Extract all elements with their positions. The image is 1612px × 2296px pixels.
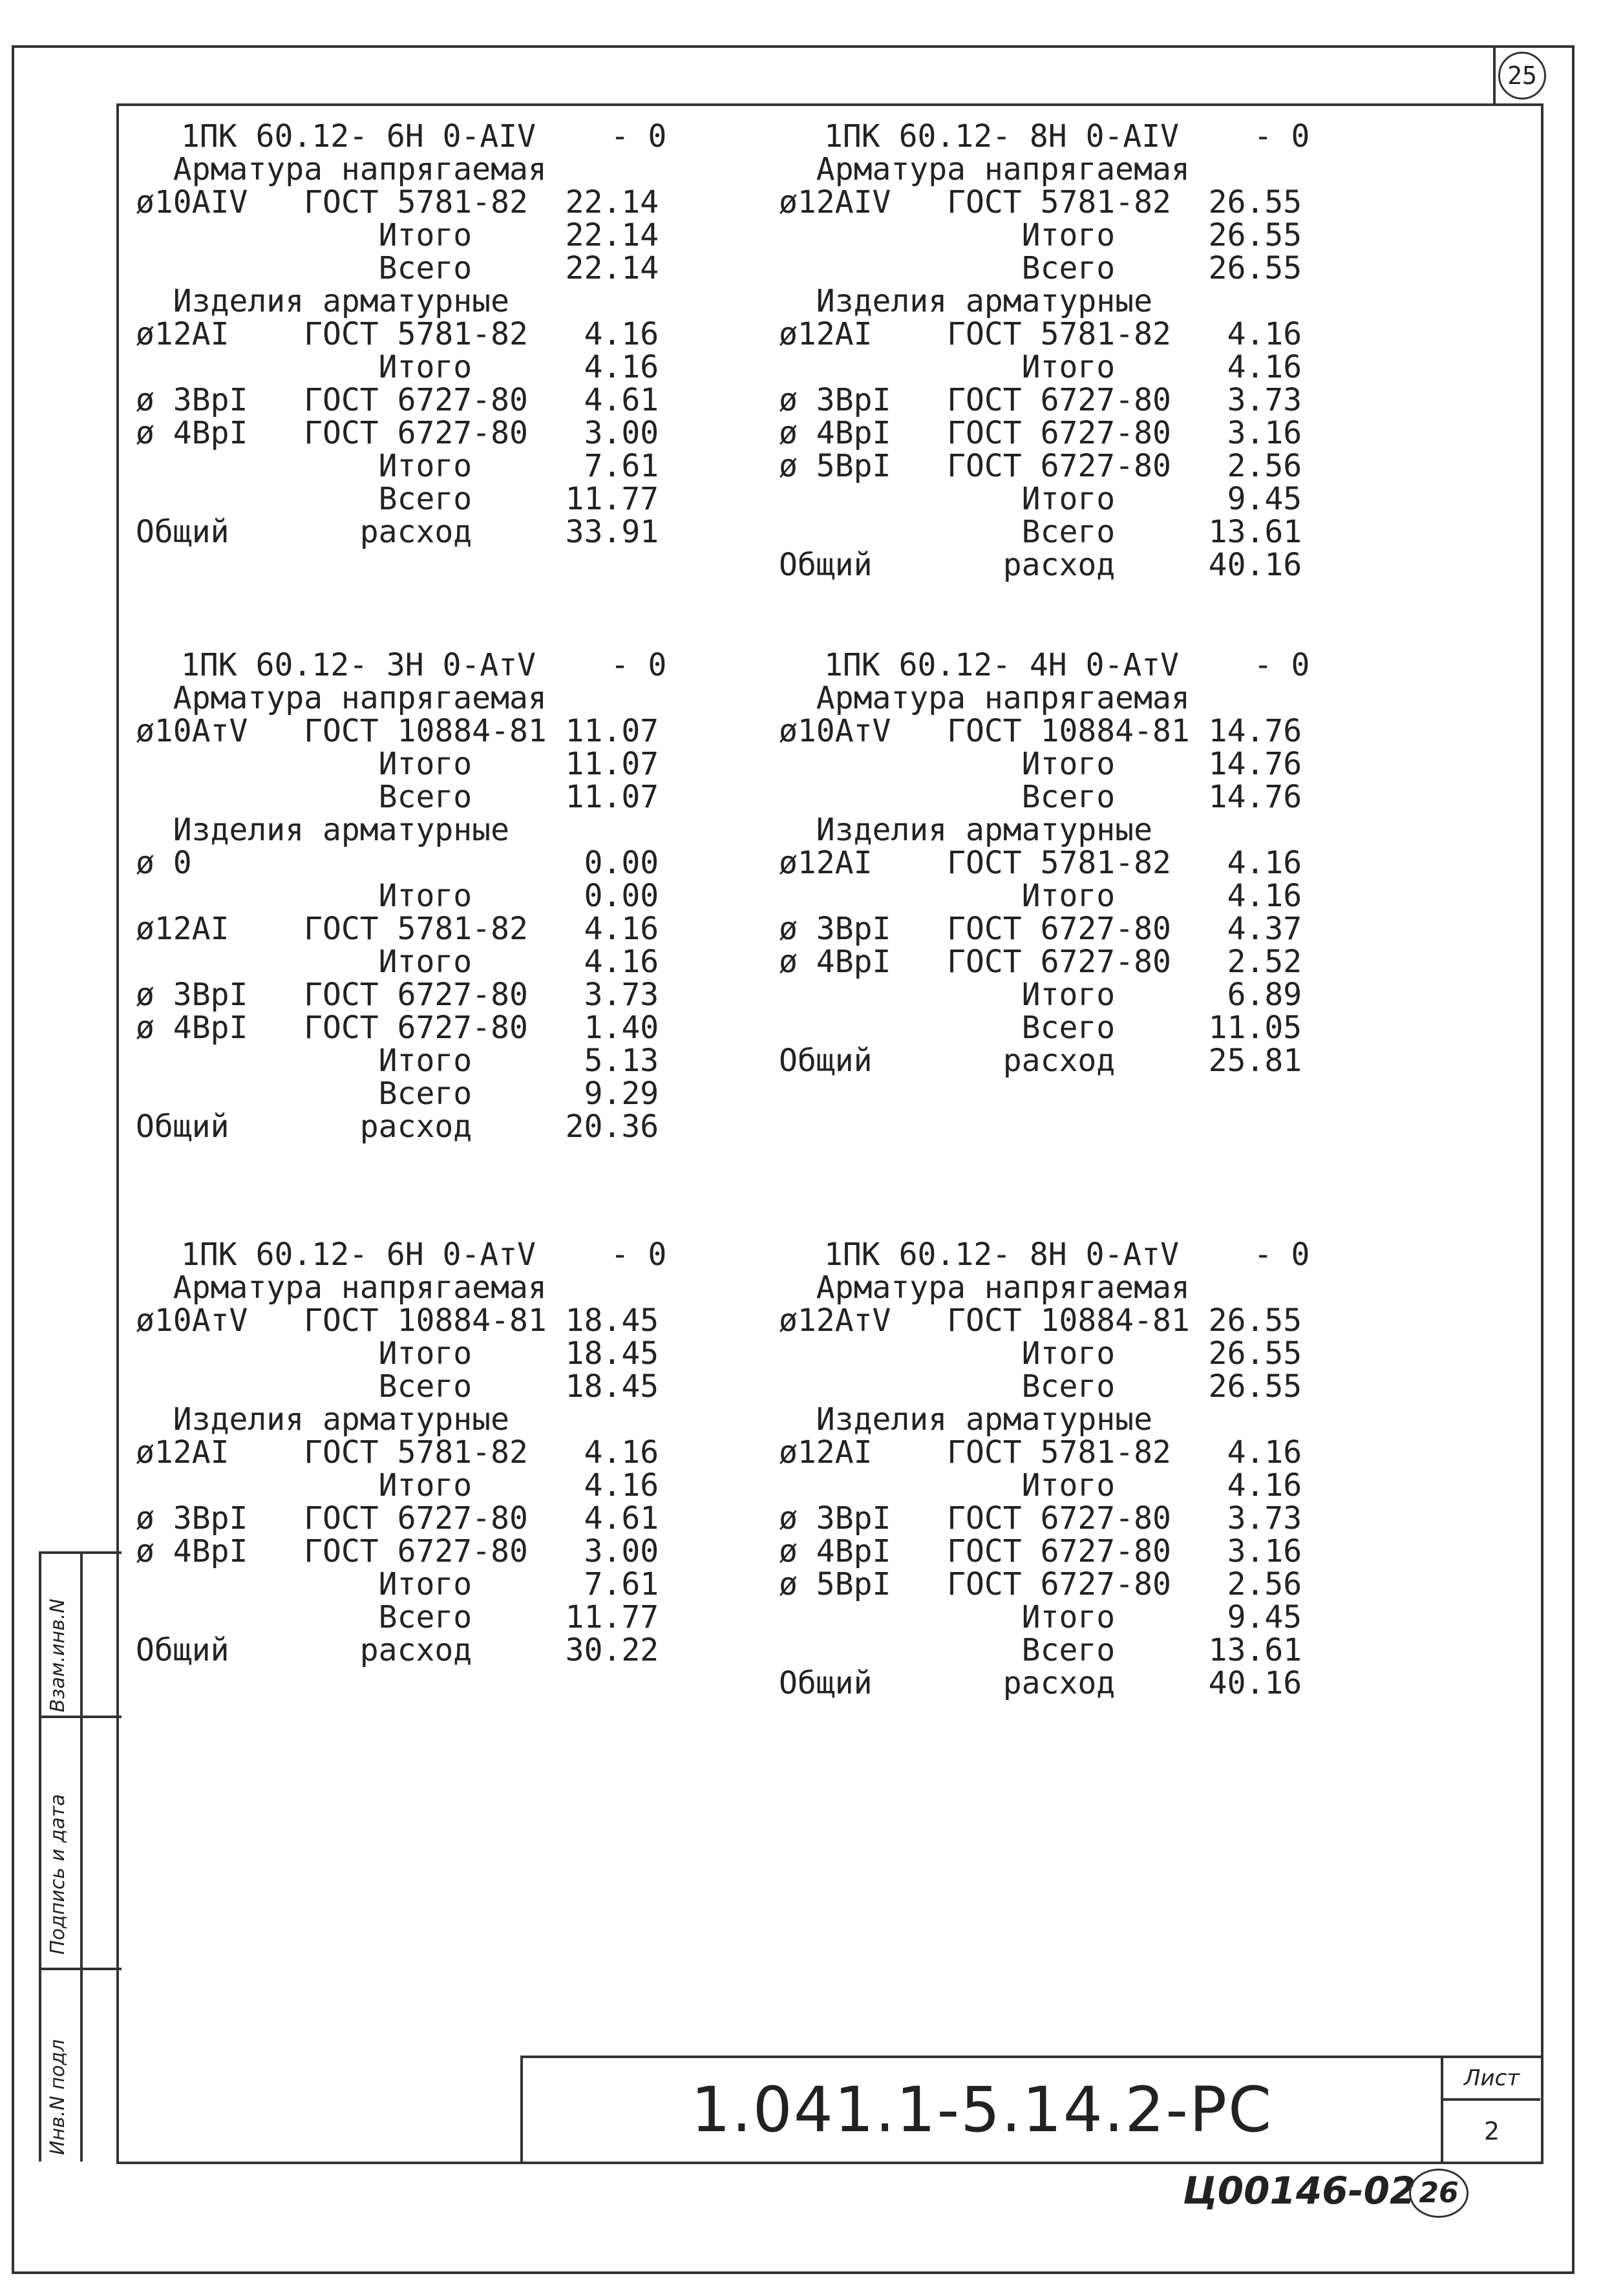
spec-line: ø12АI ГОСТ 5781-82 4.16	[136, 911, 659, 947]
spec-line: Итого 26.55	[779, 1335, 1302, 1372]
spec-line: ø10АтV ГОСТ 10884-81 14.76	[779, 713, 1302, 749]
spec-line: Всего 11.77	[136, 1599, 659, 1635]
side-label-vzam-inv: Взам.инв.N	[47, 1599, 69, 1712]
spec-line: Общий расход 33.91	[136, 514, 659, 550]
spec-block-title: 1ПК 60.12- 8Н 0-АIV - 0	[824, 118, 1310, 154]
sheet-number: 2	[1483, 2117, 1500, 2145]
spec-line: Итого 6.89	[779, 977, 1302, 1013]
spec-line: Итого 0.00	[136, 878, 659, 914]
spec-line: Итого 4.16	[779, 349, 1302, 385]
spec-line: Итого 18.45	[136, 1335, 659, 1372]
spec-line: Итого 22.14	[136, 217, 659, 253]
spec-line: ø 4ВрI ГОСТ 6727-80 1.40	[136, 1010, 659, 1046]
spec-line: Общий расход 20.36	[136, 1109, 659, 1145]
side-stamp	[39, 1551, 122, 2162]
spec-line: Общий расход 40.16	[779, 1665, 1302, 1701]
side-label-inv-podl: Инв.N подл	[47, 2039, 69, 2155]
spec-line: Итого 4.16	[136, 349, 659, 385]
spec-line: Итого 4.16	[136, 1467, 659, 1504]
document-code: 1.041.1-5.14.2-РС	[523, 2058, 1443, 2162]
spec-line: Итого 14.76	[779, 746, 1302, 782]
spec-line: Всего 26.55	[779, 1368, 1302, 1405]
spec-line: ø 4ВрI ГОСТ 6727-80 3.00	[136, 1533, 659, 1569]
spec-line: ø 3ВрI ГОСТ 6727-80 4.37	[779, 911, 1302, 947]
spec-line: ø 3ВрI ГОСТ 6727-80 4.61	[136, 1500, 659, 1536]
spec-line: ø 4ВрI ГОСТ 6727-80 3.00	[136, 415, 659, 451]
spec-line: Итого 7.61	[136, 448, 659, 484]
spec-line: Арматура напрягаемая	[136, 680, 547, 716]
spec-line: Арматура напрягаемая	[779, 680, 1190, 716]
spec-line: ø12АI ГОСТ 5781-82 4.16	[779, 316, 1302, 352]
spec-line: Арматура напрягаемая	[779, 151, 1190, 187]
spec-block-title: 1ПК 60.12- 4Н 0-АтV - 0	[824, 647, 1310, 683]
spec-line: ø 4ВрI ГОСТ 6727-80 2.52	[779, 944, 1302, 980]
spec-block-title: 1ПК 60.12- 8Н 0-АтV - 0	[824, 1237, 1310, 1273]
spec-block-title: 1ПК 60.12- 3Н 0-АтV - 0	[181, 647, 667, 683]
spec-line: Общий расход 25.81	[779, 1043, 1302, 1079]
spec-line: Изделия арматурные	[136, 1401, 509, 1438]
spec-line: Всего 13.61	[779, 514, 1302, 550]
page-number: 25	[1498, 52, 1546, 100]
spec-line: ø 3ВрI ГОСТ 6727-80 3.73	[779, 1500, 1302, 1536]
spec-line: ø12АI ГОСТ 5781-82 4.16	[779, 1434, 1302, 1471]
spec-line: Изделия арматурные	[779, 283, 1152, 319]
spec-line: Итого 5.13	[136, 1043, 659, 1079]
spec-block-title: 1ПК 60.12- 6Н 0-АтV - 0	[181, 1237, 667, 1273]
sheet-label: Лист	[1443, 2058, 1540, 2101]
spec-line: Итого 26.55	[779, 217, 1302, 253]
spec-line: Изделия арматурные	[779, 812, 1152, 848]
spec-line: ø 5ВрI ГОСТ 6727-80 2.56	[779, 1566, 1302, 1602]
spec-line: Всего 9.29	[136, 1076, 659, 1112]
spec-line: ø 3ВрI ГОСТ 6727-80 4.61	[136, 382, 659, 418]
side-label-podpis-data: Подпись и дата	[47, 1794, 69, 1955]
spec-line: Арматура напрягаемая	[136, 1270, 547, 1306]
spec-line: Всего 13.61	[779, 1632, 1302, 1668]
spec-line: Итого 9.45	[779, 481, 1302, 517]
spec-line: ø10АтV ГОСТ 10884-81 11.07	[136, 713, 659, 749]
spec-line: Всего 22.14	[136, 250, 659, 286]
spec-line: Итого 9.45	[779, 1599, 1302, 1635]
spec-line: ø 4ВрI ГОСТ 6727-80 3.16	[779, 415, 1302, 451]
title-block	[520, 2056, 1543, 2162]
spec-line: Всего 26.55	[779, 250, 1302, 286]
spec-line: ø10АIV ГОСТ 5781-82 22.14	[136, 184, 659, 220]
spec-line: Итого 4.16	[779, 878, 1302, 914]
spec-line: Всего 14.76	[779, 779, 1302, 815]
spec-line: Всего 11.05	[779, 1010, 1302, 1046]
spec-line: ø 3ВрI ГОСТ 6727-80 3.73	[136, 977, 659, 1013]
spec-line: Всего 11.77	[136, 481, 659, 517]
spec-line: ø 3ВрI ГОСТ 6727-80 3.73	[779, 382, 1302, 418]
spec-line: Изделия арматурные	[779, 1401, 1152, 1438]
archive-page: 26	[1409, 2169, 1469, 2218]
archive-code: Ц00146-02	[1183, 2169, 1416, 2213]
spec-line: ø12АIV ГОСТ 5781-82 26.55	[779, 184, 1302, 220]
spec-line: ø12АI ГОСТ 5781-82 4.16	[136, 316, 659, 352]
spec-line: Всего 11.07	[136, 779, 659, 815]
spec-line: Общий расход 30.22	[136, 1632, 659, 1668]
spec-line: ø 4ВрI ГОСТ 6727-80 3.16	[779, 1533, 1302, 1569]
spec-line: ø 0 0.00	[136, 845, 659, 881]
spec-line: ø12АI ГОСТ 5781-82 4.16	[136, 1434, 659, 1471]
spec-line: Итого 4.16	[779, 1467, 1302, 1504]
spec-line: Итого 11.07	[136, 746, 659, 782]
spec-line: Всего 18.45	[136, 1368, 659, 1405]
spec-line: Общий расход 40.16	[779, 547, 1302, 583]
spec-line: Итого 7.61	[136, 1566, 659, 1602]
spec-block-title: 1ПК 60.12- 6Н 0-АIV - 0	[181, 118, 667, 154]
spec-line: ø12АI ГОСТ 5781-82 4.16	[779, 845, 1302, 881]
spec-line: Изделия арматурные	[136, 812, 509, 848]
spec-line: Арматура напрягаемая	[136, 151, 547, 187]
spec-line: Изделия арматурные	[136, 283, 509, 319]
spec-line: ø10АтV ГОСТ 10884-81 18.45	[136, 1302, 659, 1339]
spec-line: Итого 4.16	[136, 944, 659, 980]
spec-line: ø12АтV ГОСТ 10884-81 26.55	[779, 1302, 1302, 1339]
spec-line: ø 5ВрI ГОСТ 6727-80 2.56	[779, 448, 1302, 484]
spec-line: Арматура напрягаемая	[779, 1270, 1190, 1306]
